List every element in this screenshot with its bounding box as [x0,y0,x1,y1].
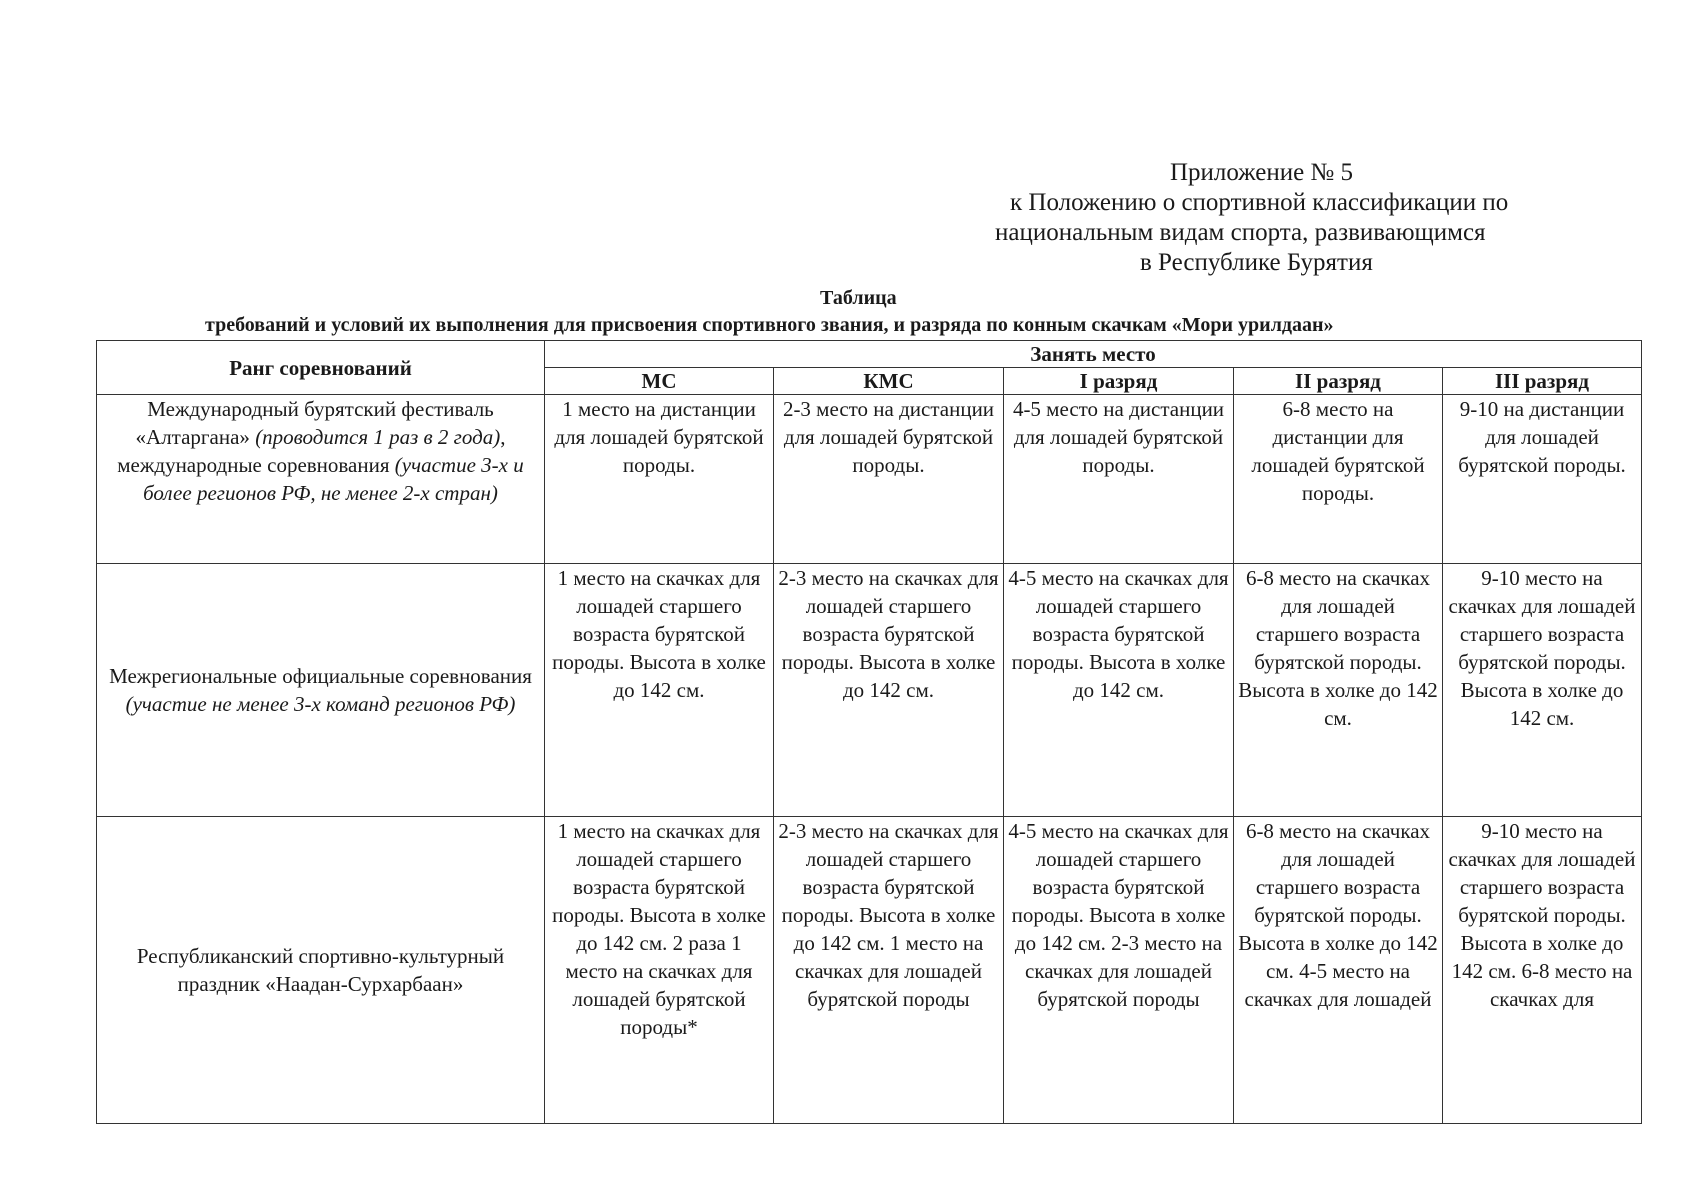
cell-rank1 [1004,817,1234,1124]
header-col-rank1: I разряд [1004,368,1234,395]
cell-kms: 2-3 место на дистанции для лошадей бурятской породы. [774,395,1004,564]
appendix-ref-line1: к Положению о спортивной классификации по [1010,189,1509,216]
appendix-ref-line3: в Республике Бурятия [1140,249,1373,276]
cell-kms [774,817,1004,1124]
appendix-number: Приложение № 5 [1170,159,1354,186]
appendix-ref-line2: национальным видам спорта, развивающимся [995,219,1486,246]
cell-rank2 [1234,817,1443,1124]
cell-kms: 2-3 место на скачках для лошадей старшего возраста бурятской породы. Высота в холке до 142 см. [774,564,1004,817]
rank-cell [97,395,545,564]
cell-rank3 [1443,817,1642,1124]
cell-ms [545,817,774,1124]
rank-text: Международный бурятский фестиваль «Алтаргана» [135,397,494,449]
cell-ms-text: 1 место на скачках для лошадей старшего возраста бурятской породы. Высота в холке до 142 см. 2 раза 1 место на скачках для лошадей бурятской породы* [552,819,766,1039]
rank-text: международные соревнования [117,453,390,477]
header-col-rank3: III разряд [1443,368,1642,395]
header-place: Занять место [545,341,1642,368]
appendix-heading [980,158,1600,278]
table-title: Таблица [820,287,897,309]
cell-rank3: 9-10 на дистанции для лошадей бурятской породы. [1443,395,1642,564]
header-col-ms: МС [545,368,774,395]
rank-text: Республиканский спортивно-культурный праздник «Наадан-Сурхарбаан» [136,944,505,996]
header-col-rank2: II разряд [1234,368,1443,395]
rank-cell [97,817,545,1124]
header-row [97,341,1642,368]
rank-text: Межрегиональные официальные соревнования [109,664,532,688]
table-row [97,395,1642,564]
table-row [97,817,1642,1124]
cell-rank1: 4-5 место на дистанции для лошадей бурятской породы. [1004,395,1234,564]
rank-note: (участие не менее 3-х команд регионов РФ) [125,692,516,716]
cell-rank2-text: 6-8 место на скачках для лошадей старшего возраста бурятской породы. Высота в холке до 142 см. 4-5 место на скачках для лошадей [1238,819,1438,1011]
cell-ms: 1 место на дистанции для лошадей бурятской породы. [545,395,774,564]
cell-kms-text: 2-3 место на скачках для лошадей старшего возраста бурятской породы. Высота в холке до 142 см. 1 место на скачках для лошадей бурятской породы [778,819,999,1011]
rank-cell [97,564,545,817]
rank-separator: , [500,425,506,449]
header-col-kms: КМС [774,368,1004,395]
cell-rank2: 6-8 место на дистанции для лошадей бурятской породы. [1234,395,1443,564]
cell-rank1-text: 4-5 место на скачках для лошадей старшего возраста бурятской породы. Высота в холке до 142 см. 2-3 место на скачках для лошадей бурятской породы [1008,819,1229,1011]
cell-rank1: 4-5 место на скачках для лошадей старшего возраста бурятской породы. Высота в холке до 142 см. [1004,564,1234,817]
cell-rank2: 6-8 место на скачках для лошадей старшего возраста бурятской породы. Высота в холке до 142 см. [1234,564,1443,817]
requirements-table [96,340,1642,1124]
header-rank: Ранг соревнований [97,341,545,395]
cell-ms: 1 место на скачках для лошадей старшего возраста бурятской породы. Высота в холке до 142 см. [545,564,774,817]
rank-note: (участие 3-х и более регионов РФ, не менее 2-х стран) [143,453,524,505]
cell-rank3: 9-10 место на скачках для лошадей старшего возраста бурятской породы. Высота в холке до 142 см. [1443,564,1642,817]
table-subtitle: требований и условий их выполнения для присвоения спортивного звания, и разряда по конным скачкам «Мори урилдаан» [205,314,1334,336]
table-row [97,564,1642,817]
rank-note: (проводится 1 раз в 2 года) [255,425,501,449]
cell-rank3-text: 9-10 место на скачках для лошадей старшего возраста бурятской породы. Высота в холке до 142 см. 6-8 место на скачках для [1448,819,1636,1011]
